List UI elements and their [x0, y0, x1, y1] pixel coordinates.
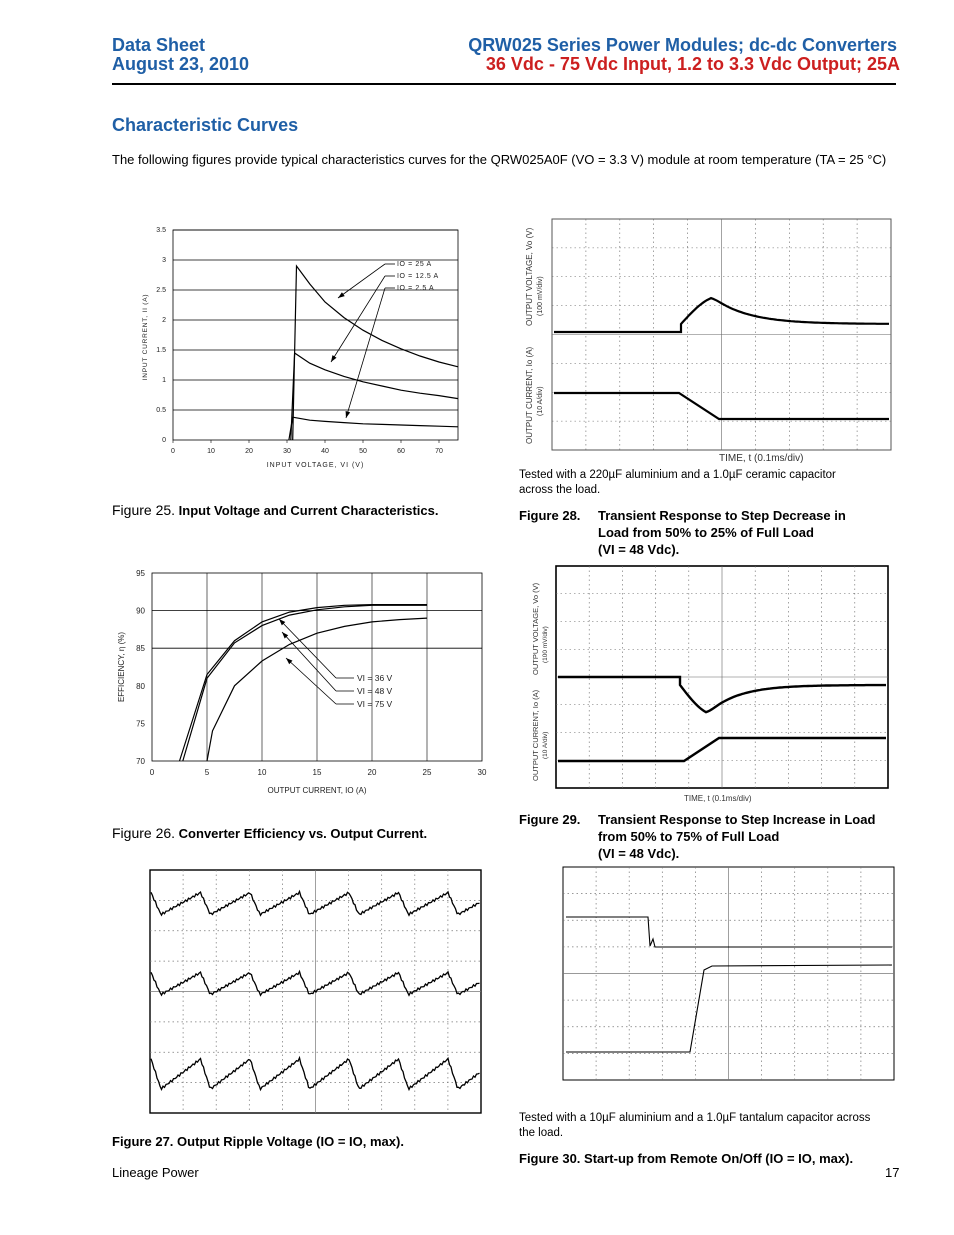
figure-29-ylabel-top: OUTPUT VOLTAGE, Vo (V): [531, 582, 540, 675]
doc-header-left: [112, 36, 249, 74]
legend-arrow-line: [286, 658, 336, 704]
y-tick-label: 90: [136, 606, 145, 616]
figure-29-caption: [519, 811, 876, 861]
figure-26-chart: [110, 563, 500, 803]
doc-date: August 23, 2010: [112, 54, 250, 74]
legend-label-1: IO = 25 A: [397, 261, 432, 268]
y-tick-label: 3.5: [156, 227, 166, 234]
x-axis-label: OUTPUT CURRENT, IO (A): [267, 786, 367, 795]
legend-label-1: VI = 36 V: [357, 673, 393, 683]
x-tick-label: 20: [245, 448, 253, 455]
figure-30-note: [519, 1111, 899, 1141]
figure-25-caption: [112, 502, 438, 519]
header-rule: [112, 83, 896, 85]
y-tick-label: 75: [136, 719, 145, 729]
y-tick-label: 95: [136, 569, 145, 578]
legend-arrow-line: [331, 276, 385, 362]
figure-28-ylabel-top-scale: (100 mV/div): [537, 276, 544, 316]
figure-28-scope: [519, 216, 895, 464]
figure-28-note: [519, 468, 836, 498]
figure-28-number: Figure 28.: [519, 508, 581, 523]
figure-26-number: Figure 26.: [112, 825, 176, 841]
x-tick-label: 25: [422, 768, 432, 777]
figure-30-scope-trace: [562, 866, 896, 1081]
x-tick-label: 0: [149, 768, 155, 777]
section-title: Characteristic Curves: [112, 115, 299, 135]
x-tick-label: 15: [312, 768, 322, 777]
figure-29-number: Figure 29.: [519, 812, 581, 827]
figure-29-caption-line3: (VI = 48 Vdc).: [598, 846, 680, 861]
y-tick-label: 70: [136, 757, 145, 766]
figure-28-caption: [519, 507, 846, 557]
x-tick-label: 70: [435, 448, 443, 455]
y-tick-label: 1: [162, 377, 166, 384]
legend-label-3: IO = 2.5 A: [397, 285, 435, 292]
x-tick-label: 40: [321, 448, 329, 455]
y-axis-label: EFFICIENCY, η (%): [117, 631, 126, 703]
figure-29-ylabel-bot-scale: (10 A/div): [542, 731, 549, 759]
y-tick-label: 2.5: [156, 287, 166, 294]
x-axis-label: INPUT VOLTAGE, VI (V): [266, 462, 365, 469]
y-axis-label: INPUT CURRENT, II (A): [142, 293, 149, 381]
figure-29-scope-trace: [524, 563, 892, 803]
legend-label-3: VI = 75 V: [357, 699, 393, 709]
figure-27-caption: Figure 27. Output Ripple Voltage (IO = IO, max).: [112, 1134, 404, 1149]
figure-25-number: Figure 25.: [112, 502, 176, 518]
figure-29-caption-line2: from 50% to 75% of Full Load: [598, 829, 780, 844]
legend-arrowhead: [331, 355, 337, 362]
legend-label-2: VI = 48 V: [357, 686, 393, 696]
y-tick-label: 3: [162, 257, 166, 264]
figure-28-scope-trace: [519, 216, 895, 464]
figure-29-xlabel: TIME, t (0.1ms/div): [684, 794, 752, 803]
y-tick-label: 0.5: [156, 407, 166, 414]
figure-30-note-line2: the load.: [519, 1127, 564, 1139]
figure-28-caption-line1: Transient Response to Step Decrease in: [598, 508, 846, 523]
doc-type: Data Sheet: [112, 35, 206, 55]
series-line-2: [291, 353, 458, 440]
x-tick-label: 30: [283, 448, 291, 455]
figure-28-ylabel-top: OUTPUT VOLTAGE, Vo (V): [525, 227, 534, 326]
figure-28-ylabel-bot: OUTPUT CURRENT, Io (A): [525, 346, 534, 444]
figure-25-chart: [110, 215, 480, 475]
legend-label-2: IO = 12.5 A: [397, 273, 439, 280]
series-line-3: [289, 417, 458, 440]
legend-arrow-line: [338, 264, 385, 298]
y-tick-label: 1.5: [156, 347, 166, 354]
x-tick-label: 0: [171, 448, 175, 455]
x-tick-label: 30: [477, 768, 487, 777]
x-tick-label: 5: [204, 768, 210, 777]
y-tick-label: 0: [162, 437, 166, 444]
figure-25-title: Input Voltage and Current Characteristics.: [178, 503, 439, 518]
figure-28-caption-line2: Load from 50% to 25% of Full Load: [598, 525, 814, 540]
figure-30-caption: Figure 30. Start-up from Remote On/Off (IO = IO, max).: [519, 1151, 854, 1166]
x-tick-label: 20: [367, 768, 377, 777]
figure-30-note-line1: Tested with a 10µF aluminium and a 1.0µF tantalum capacitor across: [519, 1112, 871, 1124]
figure-29-scope: [524, 563, 892, 803]
footer-company: Lineage Power: [112, 1165, 199, 1180]
page-number: 17: [885, 1165, 900, 1180]
legend-arrowhead: [346, 411, 351, 418]
y-tick-label: 80: [136, 681, 145, 691]
figure-26-title: Converter Efficiency vs. Output Current.: [178, 826, 428, 841]
y-tick-label: 85: [136, 644, 145, 654]
x-tick-label: 10: [257, 768, 267, 777]
figure-28-note-line2: across the load.: [519, 484, 601, 496]
figure-28-note-line1: Tested with a 220µF aluminium and a 1.0µF ceramic capacitor: [519, 469, 836, 481]
series-line-2: [183, 605, 427, 761]
figure-29-caption-line1: Transient Response to Step Increase in Load: [598, 812, 876, 827]
product-title: QRW025 Series Power Modules; dc-dc Converters: [468, 35, 897, 55]
legend-arrowhead: [338, 292, 345, 298]
product-subtitle: 36 Vdc - 75 Vdc Input, 1.2 to 3.3 Vdc Output; 25A: [485, 54, 900, 74]
figure-28-xlabel: TIME, t (0.1ms/div): [719, 453, 804, 464]
intro-paragraph: The following figures provide typical characteristics curves for the QRW025A0F (VO = 3.3 V) module at room temperature (TA = 25 °C): [112, 152, 887, 167]
figure-27-scope-trace: [149, 869, 482, 1114]
figure-29-ylabel-top-scale: (100 mV/div): [542, 626, 549, 663]
figure-28-caption-line3: (VI = 48 Vdc).: [598, 542, 680, 557]
figure-28-ylabel-bot-scale: (10 A/div): [537, 386, 544, 416]
figure-26-caption: [112, 825, 427, 842]
y-tick-label: 2: [162, 317, 166, 324]
x-tick-label: 10: [207, 448, 215, 455]
figure-29-ylabel-bot: OUTPUT CURRENT, Io (A): [531, 689, 540, 781]
x-tick-label: 60: [397, 448, 405, 455]
x-tick-label: 50: [359, 448, 367, 455]
